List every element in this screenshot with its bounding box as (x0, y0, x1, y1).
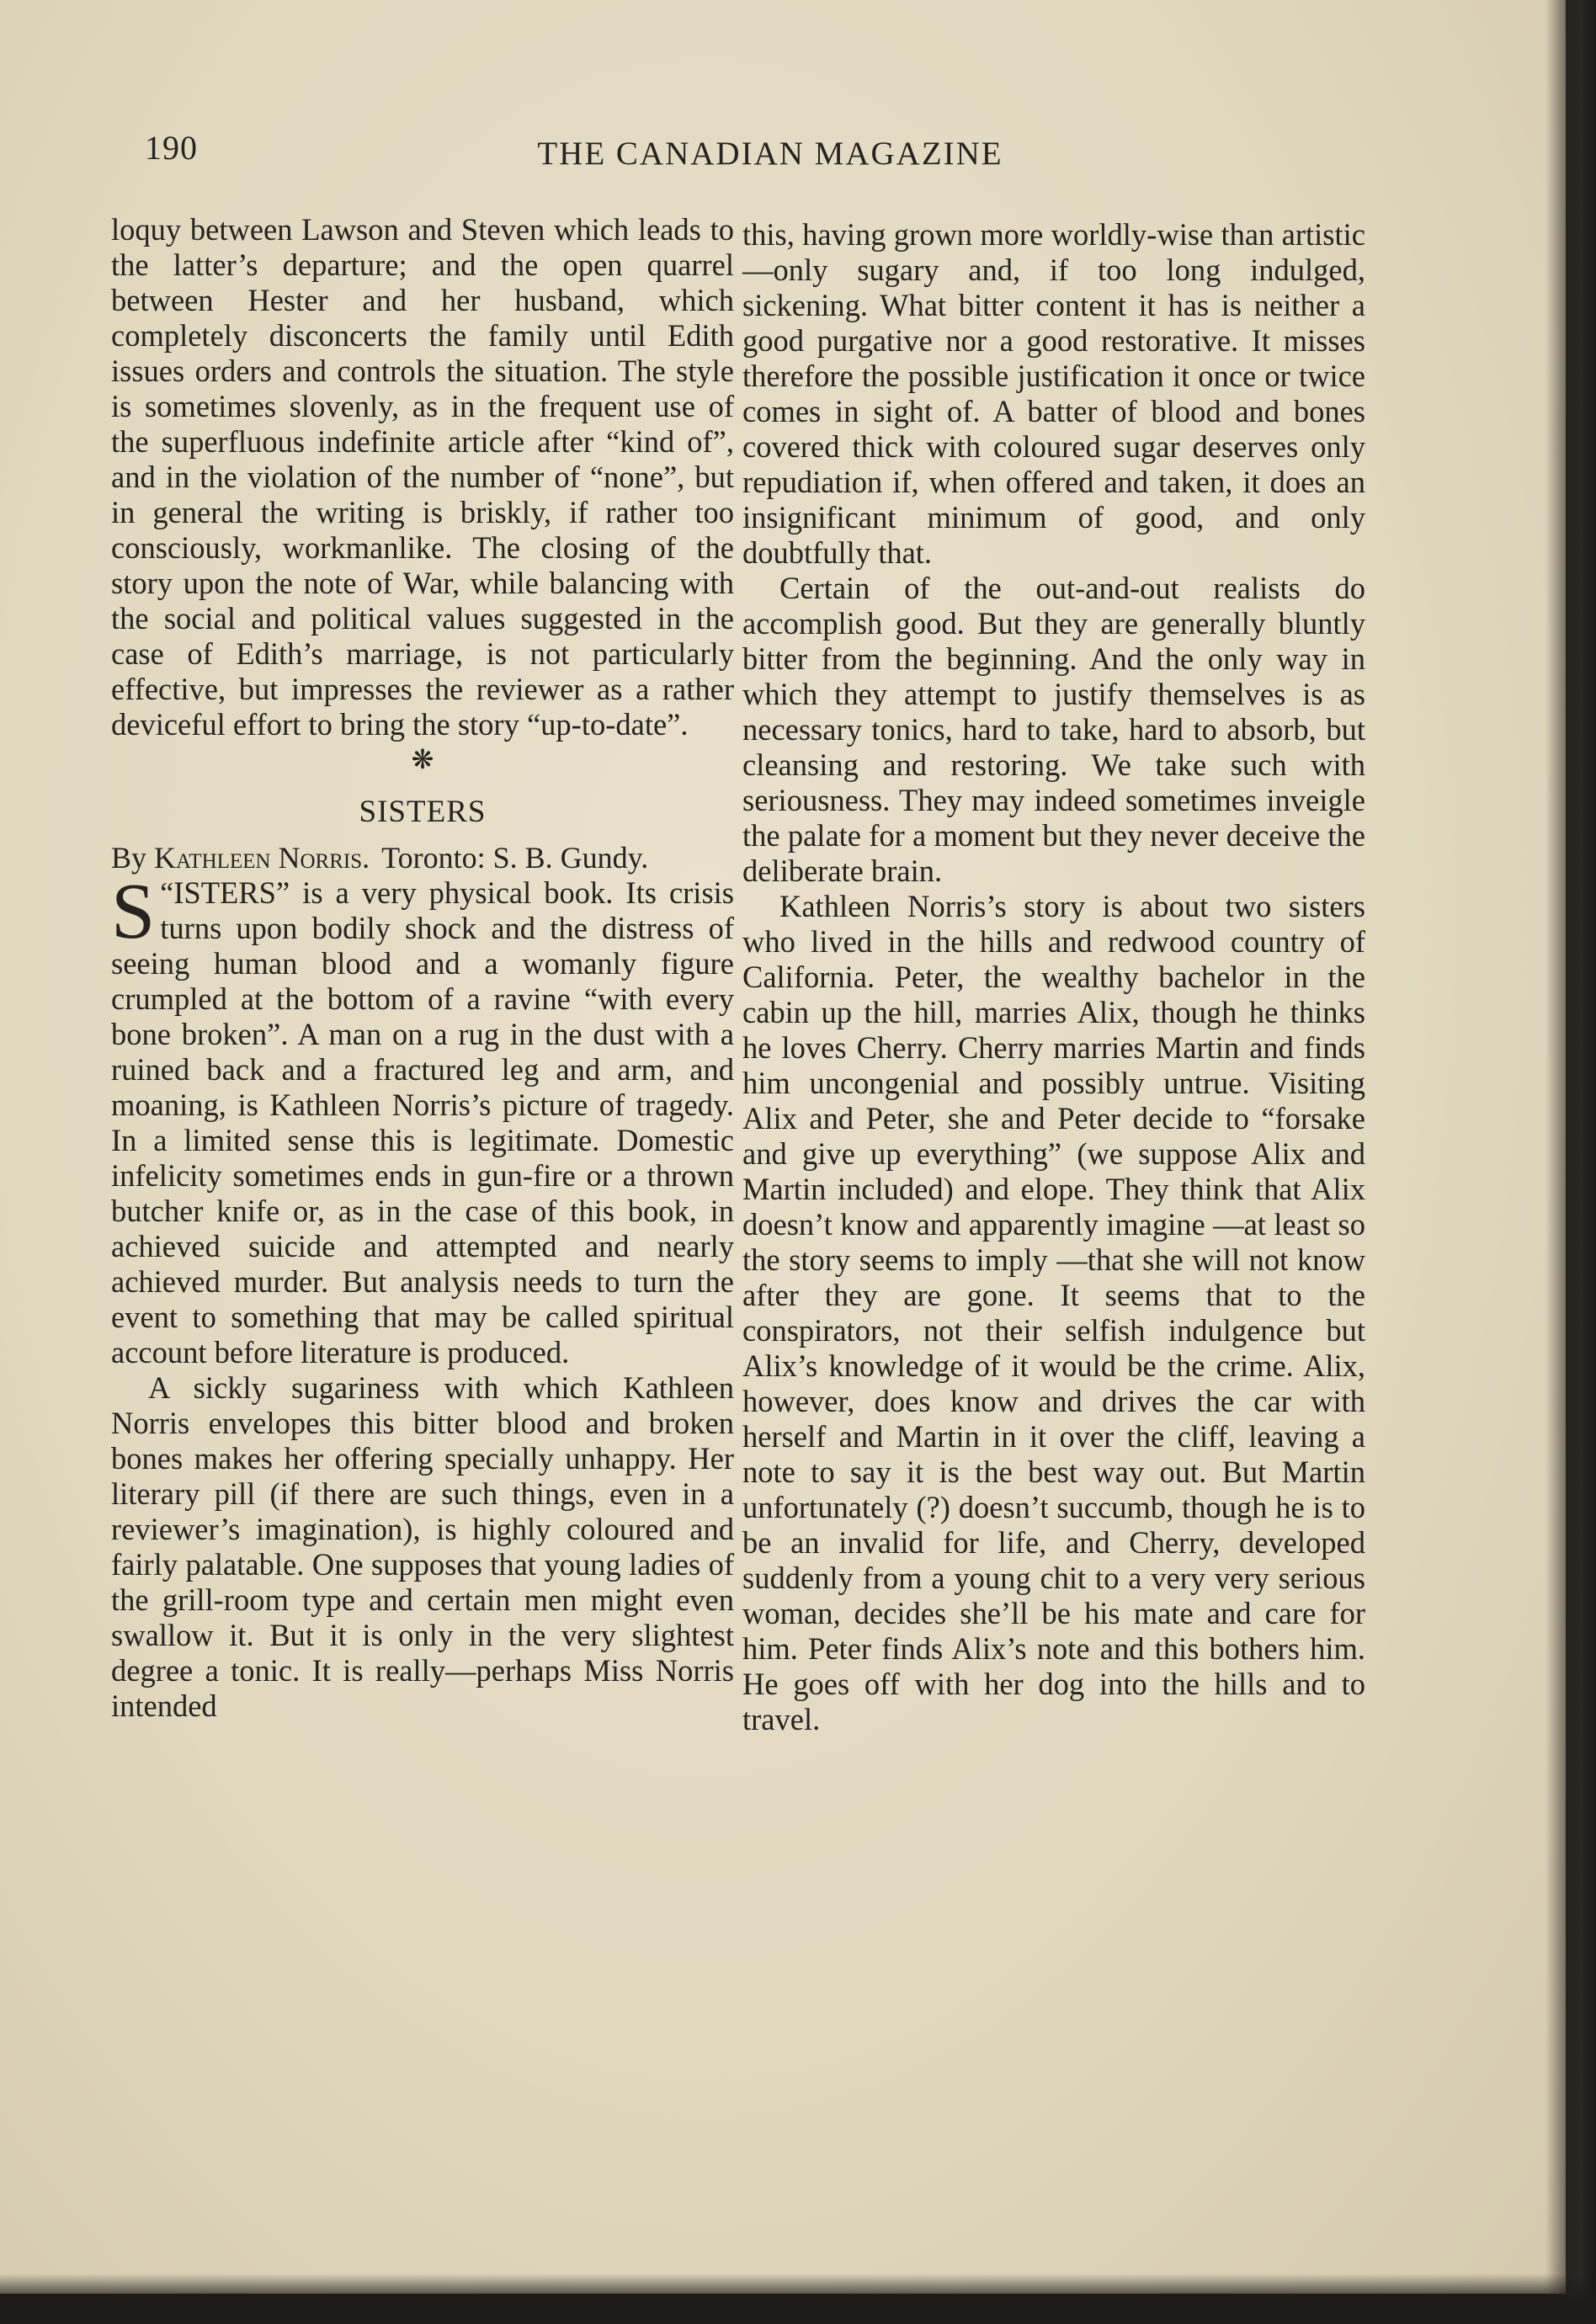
review-paragraph: A sickly sugariness with which Kathleen Norris envelopes this bitter blood and broken bones makes her offering specially unhappy. Her literary pill (if there are such things, even in a reviewer’s imagination), is highly coloured and fairly palatable. One supposes that young ladies of the grill-room type and certain men might even swallow it. But it is only in the very slightest degree a tonic. It is really—perhaps Miss Norris intended (111, 1370, 734, 1723)
review-plot-summary-paragraph: Kathleen Norris’s story is about two sisters who lived in the hills and redwood country of California. Peter, the wealthy bachelor in the cabin up the hill, marries Alix, though he thinks he loves Cherry. Cherry marries Martin and finds him uncongenial and possibly untrue. Visiting Alix and Peter, she and Peter decide to “forsake and give up everything” (we suppose Alix and Martin included) and elope. They think that Alix doesn’t know and apparently imagine —at least so the story seems to imply —that she will not know after they are gone. It seems that to the conspirators, not their selfish indulgence but Alix’s knowledge of it would be the crime. Alix, however, does know and drives the car with herself and Martin in it over the cliff, leaving a note to say it is the best way out. But Martin unfortunately (?) doesn’t succumb, though he is to be an invalid for life, and Cherry, developed suddenly from a young chit to a very very serious woman, decides she’ll be his mate and care for him. Peter finds Alix’s note and this bothers him. He goes off with her dog into the hills and to travel. (742, 889, 1365, 1736)
byline-publisher: Toronto: S. B. Gundy. (381, 841, 649, 875)
drop-cap-letter: S (111, 868, 156, 955)
review-paragraph-continued: this, having grown more worldly-wise than artistic—only sugary and, if too long indulged, sickening. What bitter content it has is neither a good purgative nor a good restorative. It misses therefore the possible justification it once or twice comes in sight of. A batter of blood and bones covered thick with coloured sugar deserves only repudiation if, when offered and taken, it does an insignificant minimum of good, and only doubtfully that. (742, 217, 1365, 570)
opening-quote-mark: “ (160, 876, 174, 910)
byline-prefix: By (111, 841, 147, 875)
right-column (742, 217, 1365, 1737)
review-title: SISTERS (359, 795, 487, 829)
opening-paragraph-text: ISTERS” is a very physical book. Its crisis turns upon bodily shock and the distress of seeing human blood and a womanly figure crumpled at the bottom of a ravine “with every bone broken”. A man on a rug in the dust with a ruined back and a fractured leg and arm, and moaning, is Kathleen Norris’s picture of tragedy. In a limited sense this is legitimate. Domestic infelicity sometimes ends in gun-fire or a thrown butcher knife or, as in the case of this book, in achieved suicide and attempted and nearly achieved murder. But analysis needs to turn the event to something that may be called spiritual account before literature is produced. (111, 875, 734, 1369)
review-continuation-paragraph: loquy between Lawson and Steven which leads to the latter’s departure; and the open quarrel between Hester and her husband, which completely disconcerts the family until Edith issues orders and controls the situation. The style is sometimes slovenly, as in the frequent use of the superfluous indefinite article after “kind of”, and in the violation of the number of “none”, but in general the writing is briskly, if rather too consciously, workmanlike. The closing of the story upon the note of War, while balancing with the social and political values suggested in the case of Edith’s marriage, is not particularly effective, but impresses the reviewer as a rather deviceful effort to bring the story “up-to-date”. (111, 212, 734, 742)
byline-author: Kathleen Norris. (154, 841, 370, 875)
left-column (111, 212, 734, 1724)
review-byline (111, 840, 734, 875)
page-number: 190 (145, 129, 198, 167)
running-head: THE CANADIAN MAGAZINE (537, 136, 1003, 172)
review-opening-paragraph (111, 868, 734, 1370)
page-edge-shadow (1545, 0, 1596, 2324)
review-paragraph: Certain of the out-and-out realists do accomplish good. But they are generally bluntly bitter from the beginning. And the only way in which they attempt to justify themselves is as necessary tonics, hard to take, hard to absorb, but cleansing and restoring. We take such with seriousness. They may indeed sometimes inveigle the palate for a moment but they never deceive the deliberate brain. (742, 571, 1365, 888)
page-bottom-shadow (0, 2273, 1596, 2324)
section-separator-asterism: ❋ (411, 744, 434, 774)
